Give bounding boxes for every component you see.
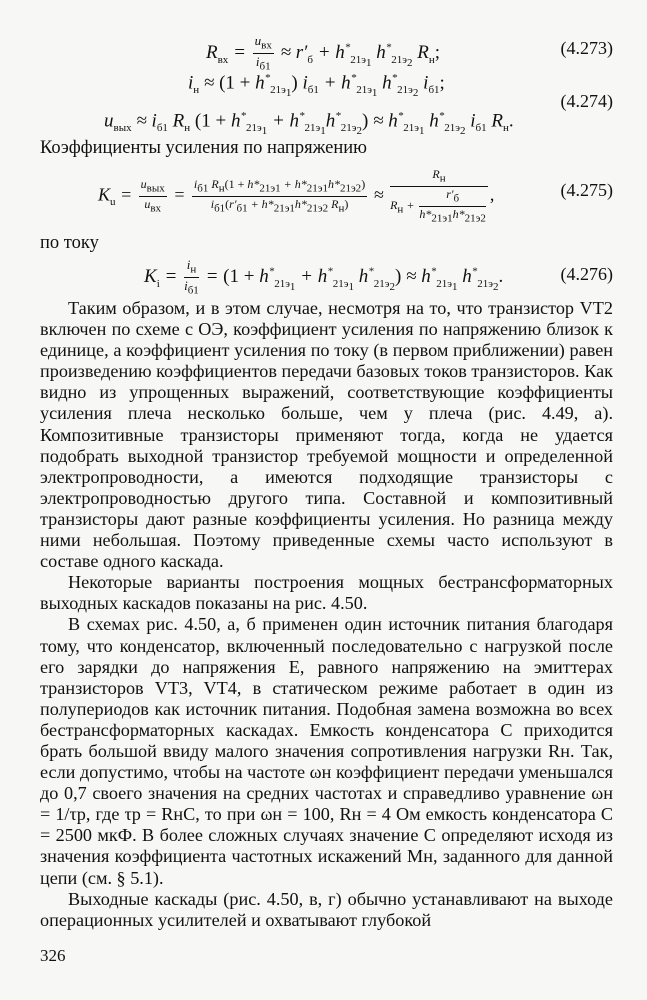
page-number: 326	[40, 946, 66, 965]
equation-number: (4.274)	[560, 91, 613, 111]
body-text	[40, 298, 613, 931]
paragraph: Некоторые варианты построения мощных бестрансформаторных выходных каскадов показаны на рис. 4.50.	[40, 572, 613, 614]
equation-4-275: $K_u$ = $\frac{u_{вых}}{u_{вх}}$ = $\frac{i_{б1} R_н(1 + h*_{21э1} + h*_{21э1}h*_{21э2})}{i_{б1}(r'_{б1} + h*_{21э1}h*_{21э2} R_н)}$ ≈ $R_н$ $R_н$ + $\frac{r'_б}{h*_{21э1}h*_{21э2}}$ ,	[98, 167, 495, 225]
equation-number: (4.275)	[560, 180, 613, 200]
equation-4-273: $R_{вх}$ = $\frac{u_{вх}}{i_{б1}}$ ≈ $r'_б + h^*_{21э_1}$ $h^*_{21э_2}$ $R_н$;	[206, 33, 441, 73]
equation-number: (4.273)	[560, 38, 613, 58]
paragraph: Таким образом, и в этом случае, несмотря на то, что транзистор VT2 включен по схеме с ОЭ, коэффициент усиления по напряжению близок к единице, а коэффициент усиления по току (в первом приближении) равен произведению коэффициентов передачи базовых токов транзисторов. Как видно из упрощенных выражений, соответствующие коэффициенты усиления плеча несколько больше, чем у плеча (рис. 4.49, а). Композитивные транзисторы применяют тогда, когда не удается подобрать выходной транзистор требуемой мощности и определенной электропроводности, а имеются подходящие транзисторы с электропроводностью другого типа. Составной и композитивный транзисторы дают разные коэффициенты усиления. Но разница между ними небольшая. Поэтому приведенные схемы часто используют в составе одного каскада.	[40, 298, 613, 572]
equation-4-276: $K_i$ = $\frac{i_н}{i_{б1}}$ = ($1 + h^*_{21э_1} + h^*_{21э_1}$ $h^*_{21э_2}) \approx h^*_{21э_1}$ $h^*_{21э_2}$.	[144, 257, 504, 297]
equation-4-274-b: $u_{вых} \approx i_{б1}$ $R_н$ $(1 + h^*_{21э_1} + h^*_{21э_1}h^*_{21э_2}) \approx h^*_{21э_1}$ $h^*_{21э_2}$ $i_{б1}$ $R_н$.	[104, 110, 514, 138]
intro-current-gain: по току	[40, 233, 99, 253]
equation-4-274-a: $i_н \approx (1 + h^*_{21э_1}) i_{б1} + h^*_{21э_1}$ $h^*_{21э_2}$ $i_{б1}$;	[188, 72, 445, 100]
equation-number: (4.276)	[560, 264, 613, 284]
paragraph: Выходные каскады (рис. 4.50, в, г) обычно устанавливают на выходе операционных усилителей и охватывают глубокой	[40, 888, 613, 930]
intro-voltage-gain: Коэффициенты усиления по напряжению	[40, 138, 367, 158]
paragraph: В схемах рис. 4.50, а, б применен один источник питания благодаря тому, что конденсатор, включенный последовательно с нагрузкой после его зарядки до напряжения E, равного напряжению на эмиттерах транзисторов VT3, VT4, в статическом режиме работает в один из полупериодов как источник питания. Подобная замена возможна во всех бестрансформаторных каскадах. Емкость конденсатора C приходится брать большой ввиду малого значения сопротивления нагрузки Rн. Так, если допустимо, чтобы на частоте ωн коэффициент передачи уменьшался до 0,7 своего значения на средних частотах и справедливо уравнение ωн = 1/τр, где τр = RнC, то при ωн = 100, Rн = 4 Ом емкость конденсатора C = 2500 мкФ. В более сложных случаях значение C определяют исходя из значения коэффициента частотных искажений Mн, заданного для данной цепи (см. § 5.1).	[40, 614, 613, 888]
